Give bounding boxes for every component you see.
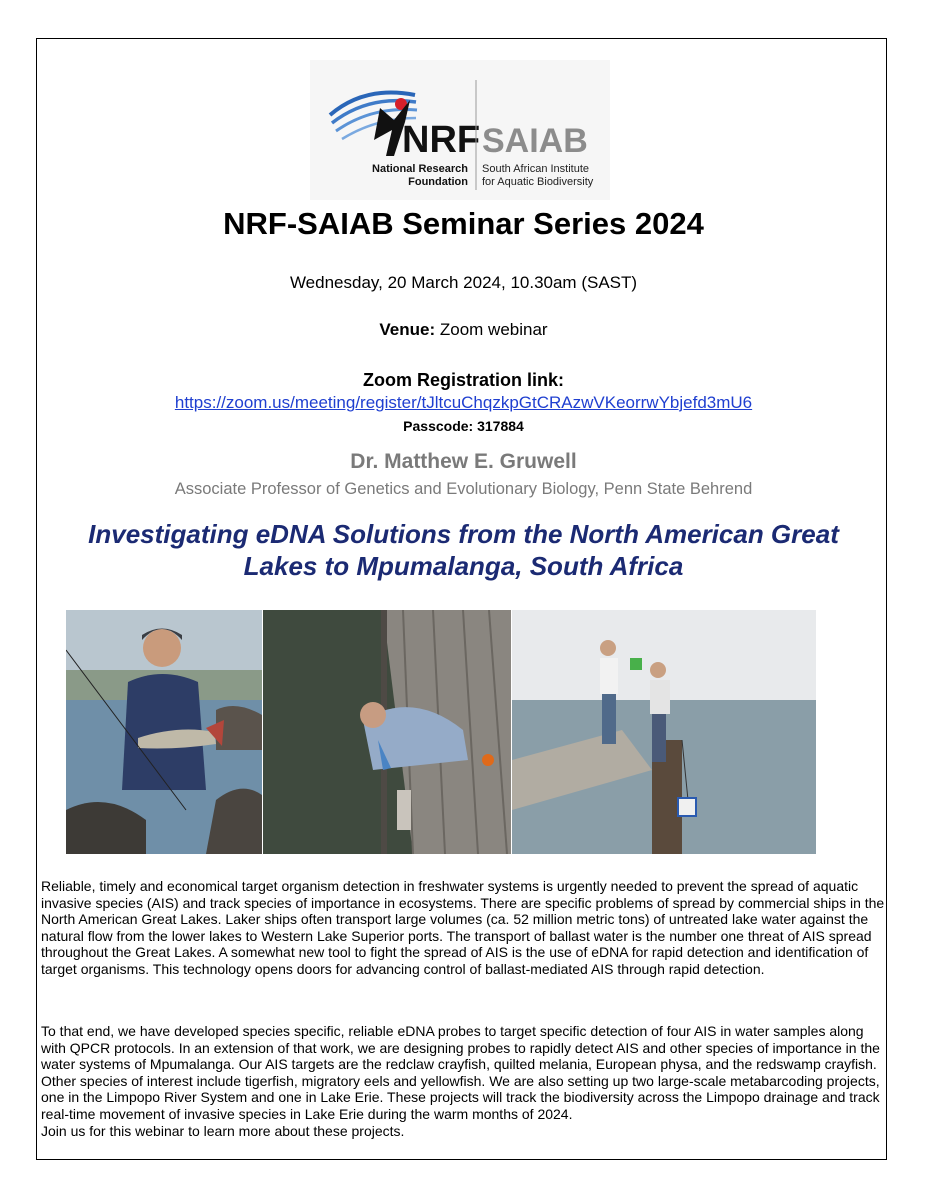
abstract-paragraph-1: Reliable, timely and economical target organism detection in freshwater systems is urgently needed to prevent the spread of aquatic invasive species (AIS) and track species of importance in ecosystems. There are specific problems of spread by commercial ships in the North American Great Lakes. Laker ships often transport large volumes (ca. 52 million metric tons) of untreated lake water against the natural flow from the lower lakes to Western Lake Superior ports. The transport of ballast water is the number one threat of AIS spread throughout the Great Lakes. A somewhat new tool to fight the spread of AIS is the use of eDNA for rapid detection and identification of target organisms. This technology opens doors for advancing control of ballast-mediated AIS through rapid detection. — [41, 878, 885, 977]
photo-man-holding-fish — [66, 610, 262, 854]
nrf-saiab-logo — [310, 60, 610, 200]
abstract-closing-line: Join us for this webinar to learn more about these projects. — [41, 1122, 405, 1139]
photo-two-women-pier — [512, 610, 816, 854]
zoom-passcode: Passcode: 317884 — [403, 418, 524, 434]
abstract-paragraph-2 — [41, 1023, 887, 1139]
zoom-registration-label: Zoom Registration link: — [362, 370, 564, 390]
abstract-paragraph-2-text: To that end, we have developed species specific, reliable eDNA probes to target specific detection of four AIS in water samples along with QPCR protocols. In an extension of that work, we are designing probes to rapidly detect AIS and other species of importance in the water systems of Mpumalanga. Our AIS targets are the redclaw crayfish, quilted melania, European physa, and the redswamp crayfish. Other species of interest include tigerfish, migratory eels and yellowfish. We are also setting up two large-scale metabarcoding projects, one in the Limpopo River System and one in Lake Erie. These projects will track the biodiversity across the Limpopo drainage and track real-time movement of invasive species in Lake Erie during the warm months of 2024. — [41, 1023, 880, 1122]
talk-title-line-2: Lakes to Mpumalanga, South Africa — [243, 551, 684, 581]
venue-label: Venue: — [379, 320, 436, 339]
speaker-role: Associate Professor of Genetics and Evolutionary Biology, Penn State Behrend — [174, 480, 753, 498]
nrf-wordmark: NRF — [402, 119, 481, 161]
page-title: NRF-SAIAB Seminar Series 2024 — [223, 206, 704, 241]
talk-title — [36, 518, 891, 582]
svg-text:Foundation: Foundation — [408, 176, 468, 188]
event-venue — [0, 320, 927, 340]
talk-title-line-1: Investigating eDNA Solutions from the North American Great — [88, 519, 839, 549]
svg-text:National Research: National Research — [372, 163, 468, 175]
saiab-wordmark: SAIAB — [482, 122, 588, 160]
venue-value: Zoom webinar — [435, 320, 548, 339]
photo-woman-sampling-dock — [263, 610, 511, 854]
zoom-registration-link[interactable]: https://zoom.us/meeting/register/tJltcuChqzkpGtCRAzwVKeorrwYbjefd3mU6 — [174, 393, 753, 412]
speaker-name: Dr. Matthew E. Gruwell — [350, 450, 577, 473]
event-datetime: Wednesday, 20 March 2024, 10.30am (SAST) — [289, 273, 638, 292]
svg-text:South African Institute: South African Institute — [482, 163, 590, 175]
svg-text:for Aquatic Biodiversity: for Aquatic Biodiversity — [482, 176, 594, 188]
